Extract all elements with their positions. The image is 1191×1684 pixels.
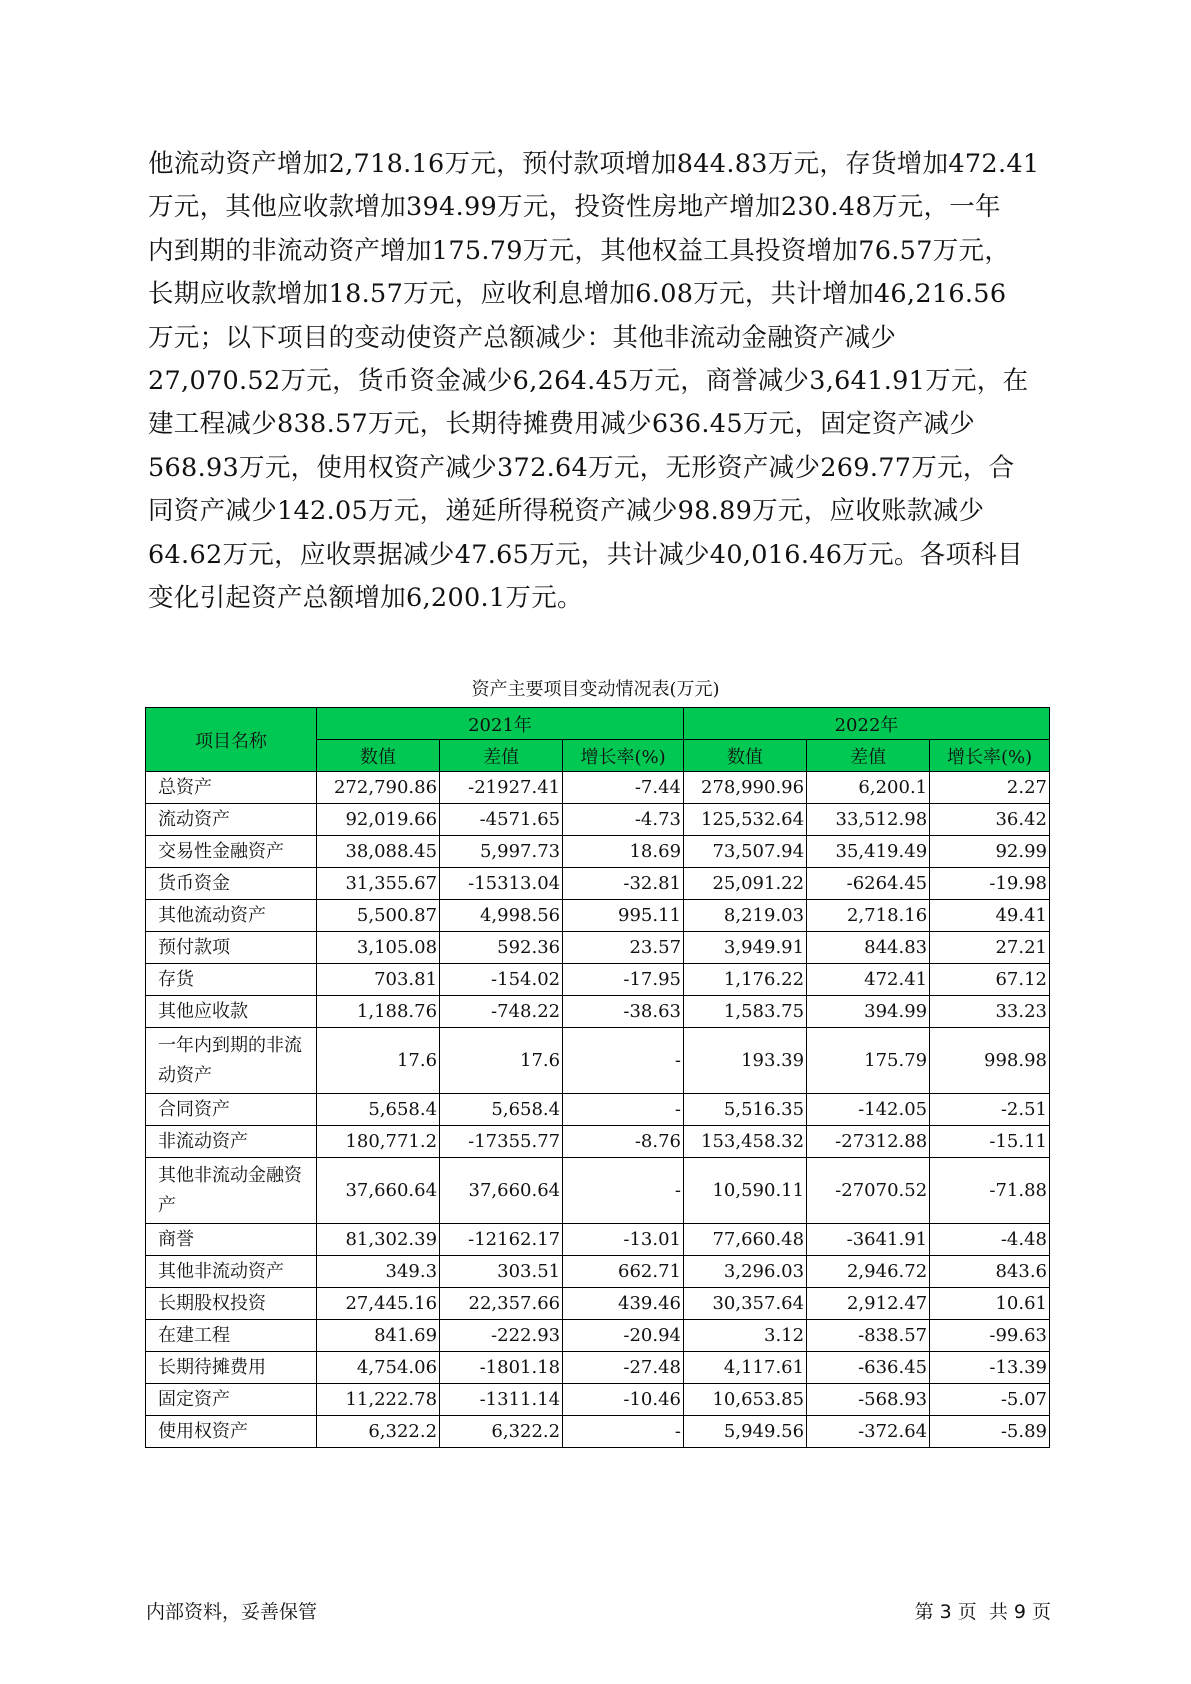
row-value-cell: 5,516.35: [684, 1094, 807, 1126]
row-value-cell: 92,019.66: [316, 804, 439, 836]
row-item-name: 在建工程: [146, 1320, 317, 1352]
row-value-cell: 25,091.22: [684, 868, 807, 900]
row-value-cell: 843.6: [930, 1256, 1050, 1288]
row-value-cell: -5.07: [930, 1384, 1050, 1416]
table-row: [146, 1028, 1050, 1094]
header-item-name: 项目名称: [146, 708, 317, 772]
paragraph-line: 内到期的非流动资产增加175.79万元，其他权益工具投资增加76.57万元，: [148, 235, 1011, 266]
row-value-cell: -38.63: [563, 996, 684, 1028]
row-value-cell: 18.69: [563, 836, 684, 868]
row-value-cell: 2,718.16: [807, 900, 930, 932]
table-row: [146, 1416, 1050, 1448]
row-value-cell: 3,105.08: [316, 932, 439, 964]
row-item-name: 其他应收款: [146, 996, 317, 1028]
row-value-cell: 38,088.45: [316, 836, 439, 868]
row-value-cell: 17.6: [440, 1028, 563, 1094]
row-item-name: 固定资产: [146, 1384, 317, 1416]
row-value-cell: -71.88: [930, 1158, 1050, 1224]
row-value-cell: 2,946.72: [807, 1256, 930, 1288]
row-value-cell: 10.61: [930, 1288, 1050, 1320]
row-value-cell: 5,997.73: [440, 836, 563, 868]
row-value-cell: -: [563, 1028, 684, 1094]
row-value-cell: 77,660.48: [684, 1224, 807, 1256]
header-year-2021: 2021年: [316, 708, 683, 740]
row-value-cell: 2.27: [930, 772, 1050, 804]
row-value-cell: -99.63: [930, 1320, 1050, 1352]
row-value-cell: 31,355.67: [316, 868, 439, 900]
row-value-cell: -21927.41: [440, 772, 563, 804]
row-item-name: 长期股权投资: [146, 1288, 317, 1320]
row-value-cell: 3,949.91: [684, 932, 807, 964]
table-row: [146, 772, 1050, 804]
row-item-name: 存货: [146, 964, 317, 996]
row-value-cell: -3641.91: [807, 1224, 930, 1256]
table-row: [146, 1384, 1050, 1416]
row-value-cell: -12162.17: [440, 1224, 563, 1256]
table-row: [146, 1126, 1050, 1158]
row-value-cell: 10,590.11: [684, 1158, 807, 1224]
paragraph-line: 万元；以下项目的变动使资产总额减少：其他非流动金融资产减少: [148, 322, 897, 353]
table-row: [146, 868, 1050, 900]
row-value-cell: 33.23: [930, 996, 1050, 1028]
table-caption: 资产主要项目变动情况表(万元): [471, 679, 720, 700]
row-value-cell: -17.95: [563, 964, 684, 996]
row-item-name: 货币资金: [146, 868, 317, 900]
row-value-cell: 349.3: [316, 1256, 439, 1288]
header-year-2022: 2022年: [684, 708, 1050, 740]
row-value-cell: -15.11: [930, 1126, 1050, 1158]
row-value-cell: -4.73: [563, 804, 684, 836]
row-value-cell: 6,322.2: [440, 1416, 563, 1448]
row-value-cell: 439.46: [563, 1288, 684, 1320]
row-value-cell: -636.45: [807, 1352, 930, 1384]
row-value-cell: 394.99: [807, 996, 930, 1028]
paragraph-line: 万元，其他应收款增加394.99万元，投资性房地产增加230.48万元，一年: [148, 192, 1001, 223]
row-value-cell: -154.02: [440, 964, 563, 996]
row-value-cell: 36.42: [930, 804, 1050, 836]
table-row: [146, 900, 1050, 932]
row-value-cell: 5,658.4: [316, 1094, 439, 1126]
row-value-cell: 272,790.86: [316, 772, 439, 804]
row-value-cell: 592.36: [440, 932, 563, 964]
row-value-cell: 1,188.76: [316, 996, 439, 1028]
row-value-cell: 6,322.2: [316, 1416, 439, 1448]
row-item-name: 其他非流动金融资产: [146, 1158, 317, 1224]
row-value-cell: 703.81: [316, 964, 439, 996]
row-value-cell: -6264.45: [807, 868, 930, 900]
row-value-cell: -13.39: [930, 1352, 1050, 1384]
paragraph-line: 27,070.52万元，货币资金减少6,264.45万元，商誉减少3,641.91万元，在: [148, 366, 1029, 397]
row-value-cell: 11,222.78: [316, 1384, 439, 1416]
row-value-cell: 1,583.75: [684, 996, 807, 1028]
paragraph-line: 变化引起资产总额增加6,200.1万元。: [148, 583, 583, 614]
table-row: [146, 1256, 1050, 1288]
row-value-cell: -5.89: [930, 1416, 1050, 1448]
row-value-cell: 10,653.85: [684, 1384, 807, 1416]
row-value-cell: 33,512.98: [807, 804, 930, 836]
subheader-value-2021: 数值: [316, 740, 439, 772]
row-value-cell: 92.99: [930, 836, 1050, 868]
row-value-cell: -27.48: [563, 1352, 684, 1384]
row-value-cell: 3,296.03: [684, 1256, 807, 1288]
row-value-cell: -: [563, 1158, 684, 1224]
row-value-cell: 8,219.03: [684, 900, 807, 932]
table-row: [146, 1158, 1050, 1224]
table-row: [146, 804, 1050, 836]
paragraph-line: 568.93万元，使用权资产减少372.64万元，无形资产减少269.77万元，合: [148, 452, 1015, 483]
row-value-cell: -142.05: [807, 1094, 930, 1126]
row-value-cell: 303.51: [440, 1256, 563, 1288]
row-value-cell: 6,200.1: [807, 772, 930, 804]
row-value-cell: 17.6: [316, 1028, 439, 1094]
row-item-name: 预付款项: [146, 932, 317, 964]
subheader-rate-2022: 增长率(%): [930, 740, 1050, 772]
row-value-cell: 5,949.56: [684, 1416, 807, 1448]
row-value-cell: 37,660.64: [316, 1158, 439, 1224]
row-value-cell: 998.98: [930, 1028, 1050, 1094]
row-item-name: 流动资产: [146, 804, 317, 836]
row-value-cell: 841.69: [316, 1320, 439, 1352]
row-value-cell: 5,500.87: [316, 900, 439, 932]
footer-page-number: 第 3 页 共 9 页: [914, 1601, 1051, 1623]
subheader-value-2022: 数值: [684, 740, 807, 772]
table-row: [146, 996, 1050, 1028]
row-value-cell: 180,771.2: [316, 1126, 439, 1158]
row-value-cell: 30,357.64: [684, 1288, 807, 1320]
row-item-name: 其他流动资产: [146, 900, 317, 932]
table-row: [146, 1094, 1050, 1126]
row-item-name: 交易性金融资产: [146, 836, 317, 868]
footer-confidential-note: 内部资料，妥善保管: [146, 1601, 318, 1623]
row-value-cell: 35,419.49: [807, 836, 930, 868]
row-item-name: 其他非流动资产: [146, 1256, 317, 1288]
row-value-cell: -27312.88: [807, 1126, 930, 1158]
subheader-diff-2022: 差值: [807, 740, 930, 772]
paragraph-line: 同资产减少142.05万元，递延所得税资产减少98.89万元，应收账款减少: [148, 496, 985, 527]
row-value-cell: 472.41: [807, 964, 930, 996]
body-paragraph: [148, 143, 1048, 620]
row-value-cell: -20.94: [563, 1320, 684, 1352]
row-item-name: 非流动资产: [146, 1126, 317, 1158]
row-value-cell: -838.57: [807, 1320, 930, 1352]
table-row: [146, 1352, 1050, 1384]
table-row: [146, 964, 1050, 996]
paragraph-line: 建工程减少838.57万元，长期待摊费用减少636.45万元，固定资产减少: [148, 409, 976, 440]
row-item-name: 总资产: [146, 772, 317, 804]
row-value-cell: 73,507.94: [684, 836, 807, 868]
row-value-cell: 844.83: [807, 932, 930, 964]
row-value-cell: 193.39: [684, 1028, 807, 1094]
row-value-cell: 153,458.32: [684, 1126, 807, 1158]
row-value-cell: 4,117.61: [684, 1352, 807, 1384]
row-item-name: 长期待摊费用: [146, 1352, 317, 1384]
row-value-cell: 5,658.4: [440, 1094, 563, 1126]
table-row: [146, 1288, 1050, 1320]
row-value-cell: 1,176.22: [684, 964, 807, 996]
table-row: [146, 836, 1050, 868]
row-item-name: 合同资产: [146, 1094, 317, 1126]
paragraph-line: 长期应收款增加18.57万元，应收利息增加6.08万元，共计增加46,216.56: [148, 279, 1007, 310]
row-value-cell: -: [563, 1416, 684, 1448]
row-value-cell: -748.22: [440, 996, 563, 1028]
row-value-cell: -27070.52: [807, 1158, 930, 1224]
row-value-cell: 278,990.96: [684, 772, 807, 804]
row-value-cell: 125,532.64: [684, 804, 807, 836]
row-value-cell: -1311.14: [440, 1384, 563, 1416]
row-value-cell: 81,302.39: [316, 1224, 439, 1256]
table-row: [146, 1320, 1050, 1352]
row-item-name: 商誉: [146, 1224, 317, 1256]
row-value-cell: -13.01: [563, 1224, 684, 1256]
row-value-cell: 4,754.06: [316, 1352, 439, 1384]
row-value-cell: 662.71: [563, 1256, 684, 1288]
row-value-cell: 27,445.16: [316, 1288, 439, 1320]
row-value-cell: -32.81: [563, 868, 684, 900]
row-value-cell: 23.57: [563, 932, 684, 964]
row-value-cell: -1801.18: [440, 1352, 563, 1384]
row-value-cell: 175.79: [807, 1028, 930, 1094]
asset-change-table: [145, 707, 1050, 1448]
row-value-cell: 3.12: [684, 1320, 807, 1352]
row-value-cell: 2,912.47: [807, 1288, 930, 1320]
row-value-cell: -: [563, 1094, 684, 1126]
row-value-cell: 27.21: [930, 932, 1050, 964]
row-value-cell: 49.41: [930, 900, 1050, 932]
row-value-cell: -15313.04: [440, 868, 563, 900]
row-value-cell: -4571.65: [440, 804, 563, 836]
row-value-cell: -17355.77: [440, 1126, 563, 1158]
table-row: [146, 932, 1050, 964]
row-value-cell: -2.51: [930, 1094, 1050, 1126]
paragraph-line: 64.62万元，应收票据减少47.65万元，共计减少40,016.46万元。各项科目: [148, 539, 1023, 570]
row-value-cell: -8.76: [563, 1126, 684, 1158]
row-item-name: 使用权资产: [146, 1416, 317, 1448]
row-value-cell: -568.93: [807, 1384, 930, 1416]
row-value-cell: -10.46: [563, 1384, 684, 1416]
row-value-cell: -222.93: [440, 1320, 563, 1352]
row-value-cell: 995.11: [563, 900, 684, 932]
paragraph-line: 他流动资产增加2,718.16万元，预付款项增加844.83万元，存货增加472.41: [148, 149, 1040, 179]
row-value-cell: 4,998.56: [440, 900, 563, 932]
row-value-cell: -19.98: [930, 868, 1050, 900]
subheader-diff-2021: 差值: [440, 740, 563, 772]
row-value-cell: -372.64: [807, 1416, 930, 1448]
subheader-rate-2021: 增长率(%): [563, 740, 684, 772]
row-value-cell: 37,660.64: [440, 1158, 563, 1224]
row-item-name: 一年内到期的非流动资产: [146, 1028, 317, 1094]
row-value-cell: -7.44: [563, 772, 684, 804]
row-value-cell: -4.48: [930, 1224, 1050, 1256]
table-row: [146, 1224, 1050, 1256]
row-value-cell: 22,357.66: [440, 1288, 563, 1320]
row-value-cell: 67.12: [930, 964, 1050, 996]
